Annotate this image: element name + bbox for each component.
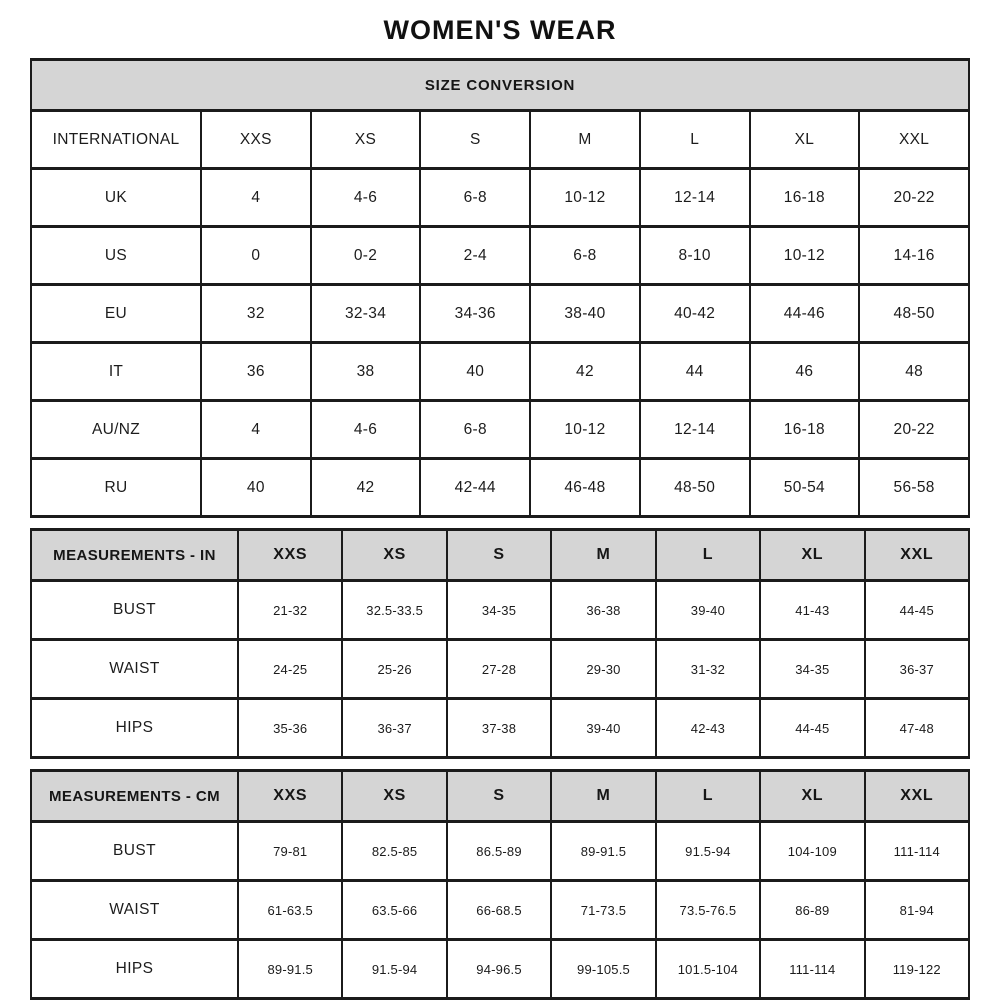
size-cell: 48-50 <box>859 285 969 343</box>
size-cell: 46-48 <box>530 459 640 517</box>
size-cell: 0-2 <box>311 227 421 285</box>
measurement-cell: 101.5-104 <box>656 940 760 999</box>
measurement-cell: 44-45 <box>865 581 969 640</box>
size-cell: 40 <box>420 343 530 401</box>
measurement-cell: 47-48 <box>865 699 969 758</box>
column-header: XXL <box>859 111 969 169</box>
size-column-header: XXL <box>865 530 969 581</box>
table-row-waist-in <box>31 640 969 699</box>
size-cell: 42 <box>311 459 421 517</box>
size-column-header: L <box>656 771 760 822</box>
table-row-hips-in <box>31 699 969 758</box>
size-cell: 50-54 <box>750 459 860 517</box>
size-cell: 6-8 <box>420 169 530 227</box>
size-cell: 46 <box>750 343 860 401</box>
size-cell: 4-6 <box>311 401 421 459</box>
size-cell: 12-14 <box>640 169 750 227</box>
size-cell: 36 <box>201 343 311 401</box>
size-column-header: XXS <box>238 530 342 581</box>
size-cell: 20-22 <box>859 401 969 459</box>
measurement-cell: 73.5-76.5 <box>656 881 760 940</box>
row-label: WAIST <box>31 640 238 699</box>
table-row-it <box>31 343 969 401</box>
measurements-cm-table <box>30 769 970 1000</box>
measurement-cell: 32.5-33.5 <box>342 581 446 640</box>
measurement-cell: 39-40 <box>656 581 760 640</box>
measurements-in-header-row <box>31 530 969 581</box>
size-column-header: XXL <box>865 771 969 822</box>
table-row-hips-cm <box>31 940 969 999</box>
measurement-cell: 86.5-89 <box>447 822 551 881</box>
size-column-header: XXS <box>238 771 342 822</box>
size-cell: 56-58 <box>859 459 969 517</box>
measurement-cell: 35-36 <box>238 699 342 758</box>
size-cell: 16-18 <box>750 401 860 459</box>
size-cell: 48-50 <box>640 459 750 517</box>
measurement-cell: 111-114 <box>760 940 864 999</box>
measurements-in-title: MEASUREMENTS - IN <box>31 530 238 581</box>
size-column-header: XL <box>760 771 864 822</box>
measurement-cell: 71-73.5 <box>551 881 655 940</box>
row-label: BUST <box>31 822 238 881</box>
size-conversion-banner: SIZE CONVERSION <box>31 60 969 111</box>
size-cell: 38 <box>311 343 421 401</box>
table-row-bust-in <box>31 581 969 640</box>
size-column-header: L <box>656 530 760 581</box>
size-cell: 42 <box>530 343 640 401</box>
size-cell: 4 <box>201 401 311 459</box>
size-column-header: XS <box>342 771 446 822</box>
row-label: WAIST <box>31 881 238 940</box>
measurement-cell: 99-105.5 <box>551 940 655 999</box>
size-cell: 40-42 <box>640 285 750 343</box>
size-cell: 34-36 <box>420 285 530 343</box>
size-column-header: M <box>551 530 655 581</box>
measurement-cell: 41-43 <box>760 581 864 640</box>
page-title: WOMEN'S WEAR <box>383 15 617 45</box>
measurement-cell: 29-30 <box>551 640 655 699</box>
row-label: RU <box>31 459 201 517</box>
measurement-cell: 27-28 <box>447 640 551 699</box>
column-header: S <box>420 111 530 169</box>
measurement-cell: 37-38 <box>447 699 551 758</box>
size-cell: 6-8 <box>420 401 530 459</box>
row-label: HIPS <box>31 699 238 758</box>
table-row-ru <box>31 459 969 517</box>
size-cell: 40 <box>201 459 311 517</box>
measurement-cell: 94-96.5 <box>447 940 551 999</box>
measurements-cm-header-row <box>31 771 969 822</box>
measurement-cell: 25-26 <box>342 640 446 699</box>
column-header: M <box>530 111 640 169</box>
column-header: XXS <box>201 111 311 169</box>
measurements-in-table <box>30 528 970 759</box>
size-cell: 32 <box>201 285 311 343</box>
table-row-aunz <box>31 401 969 459</box>
column-header: XS <box>311 111 421 169</box>
size-cell: 16-18 <box>750 169 860 227</box>
size-cell: 44-46 <box>750 285 860 343</box>
size-cell: 44 <box>640 343 750 401</box>
measurement-cell: 111-114 <box>865 822 969 881</box>
measurement-cell: 44-45 <box>760 699 864 758</box>
row-label: US <box>31 227 201 285</box>
table-row-waist-cm <box>31 881 969 940</box>
size-column-header: XS <box>342 530 446 581</box>
table-row-eu <box>31 285 969 343</box>
measurement-cell: 31-32 <box>656 640 760 699</box>
row-label: UK <box>31 169 201 227</box>
size-conversion-table <box>30 58 970 518</box>
size-cell: 48 <box>859 343 969 401</box>
column-header: INTERNATIONAL <box>31 111 201 169</box>
size-cell: 8-10 <box>640 227 750 285</box>
measurement-cell: 42-43 <box>656 699 760 758</box>
size-column-header: M <box>551 771 655 822</box>
size-column-header: S <box>447 771 551 822</box>
size-cell: 6-8 <box>530 227 640 285</box>
size-cell: 20-22 <box>859 169 969 227</box>
size-cell: 0 <box>201 227 311 285</box>
size-cell: 10-12 <box>530 401 640 459</box>
measurements-cm-title: MEASUREMENTS - CM <box>31 771 238 822</box>
row-label: IT <box>31 343 201 401</box>
column-header: XL <box>750 111 860 169</box>
row-label: HIPS <box>31 940 238 999</box>
size-cell: 4 <box>201 169 311 227</box>
size-cell: 2-4 <box>420 227 530 285</box>
measurement-cell: 79-81 <box>238 822 342 881</box>
size-cell: 32-34 <box>311 285 421 343</box>
table-banner-row <box>31 60 969 111</box>
measurement-cell: 91.5-94 <box>342 940 446 999</box>
measurement-cell: 36-37 <box>342 699 446 758</box>
measurement-cell: 39-40 <box>551 699 655 758</box>
measurement-cell: 119-122 <box>865 940 969 999</box>
column-header: L <box>640 111 750 169</box>
measurement-cell: 21-32 <box>238 581 342 640</box>
measurement-cell: 81-94 <box>865 881 969 940</box>
row-label: BUST <box>31 581 238 640</box>
measurement-cell: 36-38 <box>551 581 655 640</box>
measurement-cell: 91.5-94 <box>656 822 760 881</box>
size-cell: 10-12 <box>530 169 640 227</box>
table-row-uk <box>31 169 969 227</box>
size-cell: 12-14 <box>640 401 750 459</box>
measurement-cell: 86-89 <box>760 881 864 940</box>
table-row-us <box>31 227 969 285</box>
table-row-bust-cm <box>31 822 969 881</box>
row-label: EU <box>31 285 201 343</box>
measurement-cell: 24-25 <box>238 640 342 699</box>
size-column-header: S <box>447 530 551 581</box>
size-cell: 38-40 <box>530 285 640 343</box>
size-column-header: XL <box>760 530 864 581</box>
column-header-row <box>31 111 969 169</box>
size-cell: 4-6 <box>311 169 421 227</box>
row-label: AU/NZ <box>31 401 201 459</box>
measurement-cell: 36-37 <box>865 640 969 699</box>
measurement-cell: 82.5-85 <box>342 822 446 881</box>
measurement-cell: 63.5-66 <box>342 881 446 940</box>
size-cell: 10-12 <box>750 227 860 285</box>
measurement-cell: 61-63.5 <box>238 881 342 940</box>
measurement-cell: 104-109 <box>760 822 864 881</box>
measurement-cell: 89-91.5 <box>238 940 342 999</box>
measurement-cell: 89-91.5 <box>551 822 655 881</box>
measurement-cell: 34-35 <box>447 581 551 640</box>
measurement-cell: 66-68.5 <box>447 881 551 940</box>
size-cell: 42-44 <box>420 459 530 517</box>
size-cell: 14-16 <box>859 227 969 285</box>
measurement-cell: 34-35 <box>760 640 864 699</box>
